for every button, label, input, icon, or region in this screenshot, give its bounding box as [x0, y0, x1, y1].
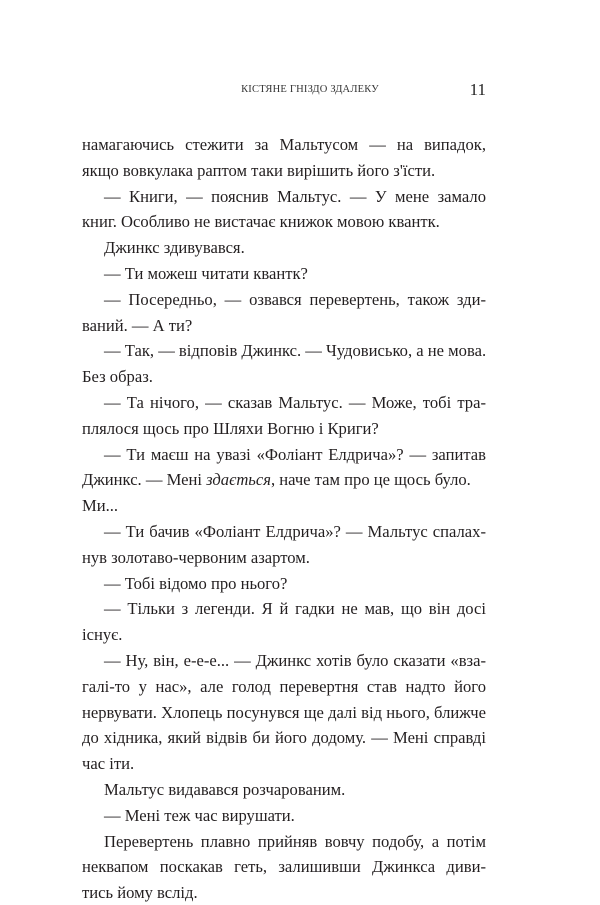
text-line: — Так, — відповів Джинкс. — Чудовисько, а не мова.: [104, 341, 487, 361]
text-line: існує.: [82, 625, 123, 645]
text-line: — Мені теж час вирушати.: [104, 805, 295, 825]
text-line: час іти.: [82, 754, 135, 774]
text-run: , наче там про це щось було.: [270, 470, 471, 490]
text-line: Перевертень плавно прийняв вовчу подобу, а потім: [104, 831, 486, 851]
text-line: якщо вовкулака раптом таки вирішить його з'їсти.: [82, 160, 436, 180]
text-line: — Ти можеш читати квантк?: [104, 264, 308, 283]
text-line: Мальтус видавався розчарованим.: [104, 780, 346, 799]
text-line: до хідника, який відвів би його додому. — Мені справді: [82, 728, 486, 748]
text-line: нув золотаво-червоним азартом.: [82, 547, 310, 567]
text-line: нервувати. Хлопець посунувся ще далі від нього, ближче: [82, 702, 486, 722]
text-line: — Тільки з легенди. Я й гадки не мав, що він досі: [104, 599, 486, 619]
text-line: неквапом поскакав геть, залишивши Джинкса диви-: [82, 857, 486, 877]
running-header-title: КІСТЯНЕ ГНІЗДО ЗДАЛЕКУ: [241, 84, 379, 95]
text-line: [82, 468, 486, 492]
text-line: тись йому вслід.: [82, 883, 198, 903]
text-line: книг. Особливо не вистачає книжок мовою квантк.: [82, 212, 440, 232]
text-line: ваний. — А ти?: [82, 315, 193, 335]
text-line: — Ти бачив «Фоліант Елдрича»? — Мальтус спалах-: [104, 522, 486, 541]
text-line: — Ну, він, е-е-е... — Джинкс хотів було сказати «вза-: [104, 651, 486, 670]
text-line: галі-то у нас», але голод перевертня став надто його: [82, 676, 486, 696]
text-line: Без образ.: [82, 367, 153, 387]
page-number: 11: [469, 80, 486, 99]
text-line: Ми...: [82, 496, 119, 516]
text-line: — Книги, — пояснив Мальтус. — У мене замало: [104, 186, 486, 206]
text-line: намагаючись стежити за Мальтусом — на випадок,: [82, 135, 486, 154]
text-line: — Та нічого, — сказав Мальтус. — Може, тобі тра-: [104, 393, 486, 412]
text-line: — Посередньо, — озвався перевертень, також зди-: [104, 289, 486, 309]
text-line: — Ти маєш на увазі «Фоліант Елдрича»? — запитав: [104, 444, 486, 464]
italic-emphasis: здається: [206, 470, 271, 490]
text-line: плялося щось про Шляхи Вогню і Криги?: [82, 418, 379, 438]
text-line: Джинкс здивувався.: [104, 238, 245, 258]
text-run: Джинкс. — Мені: [82, 470, 207, 490]
text-line: — Тобі відомо про нього?: [104, 573, 288, 593]
